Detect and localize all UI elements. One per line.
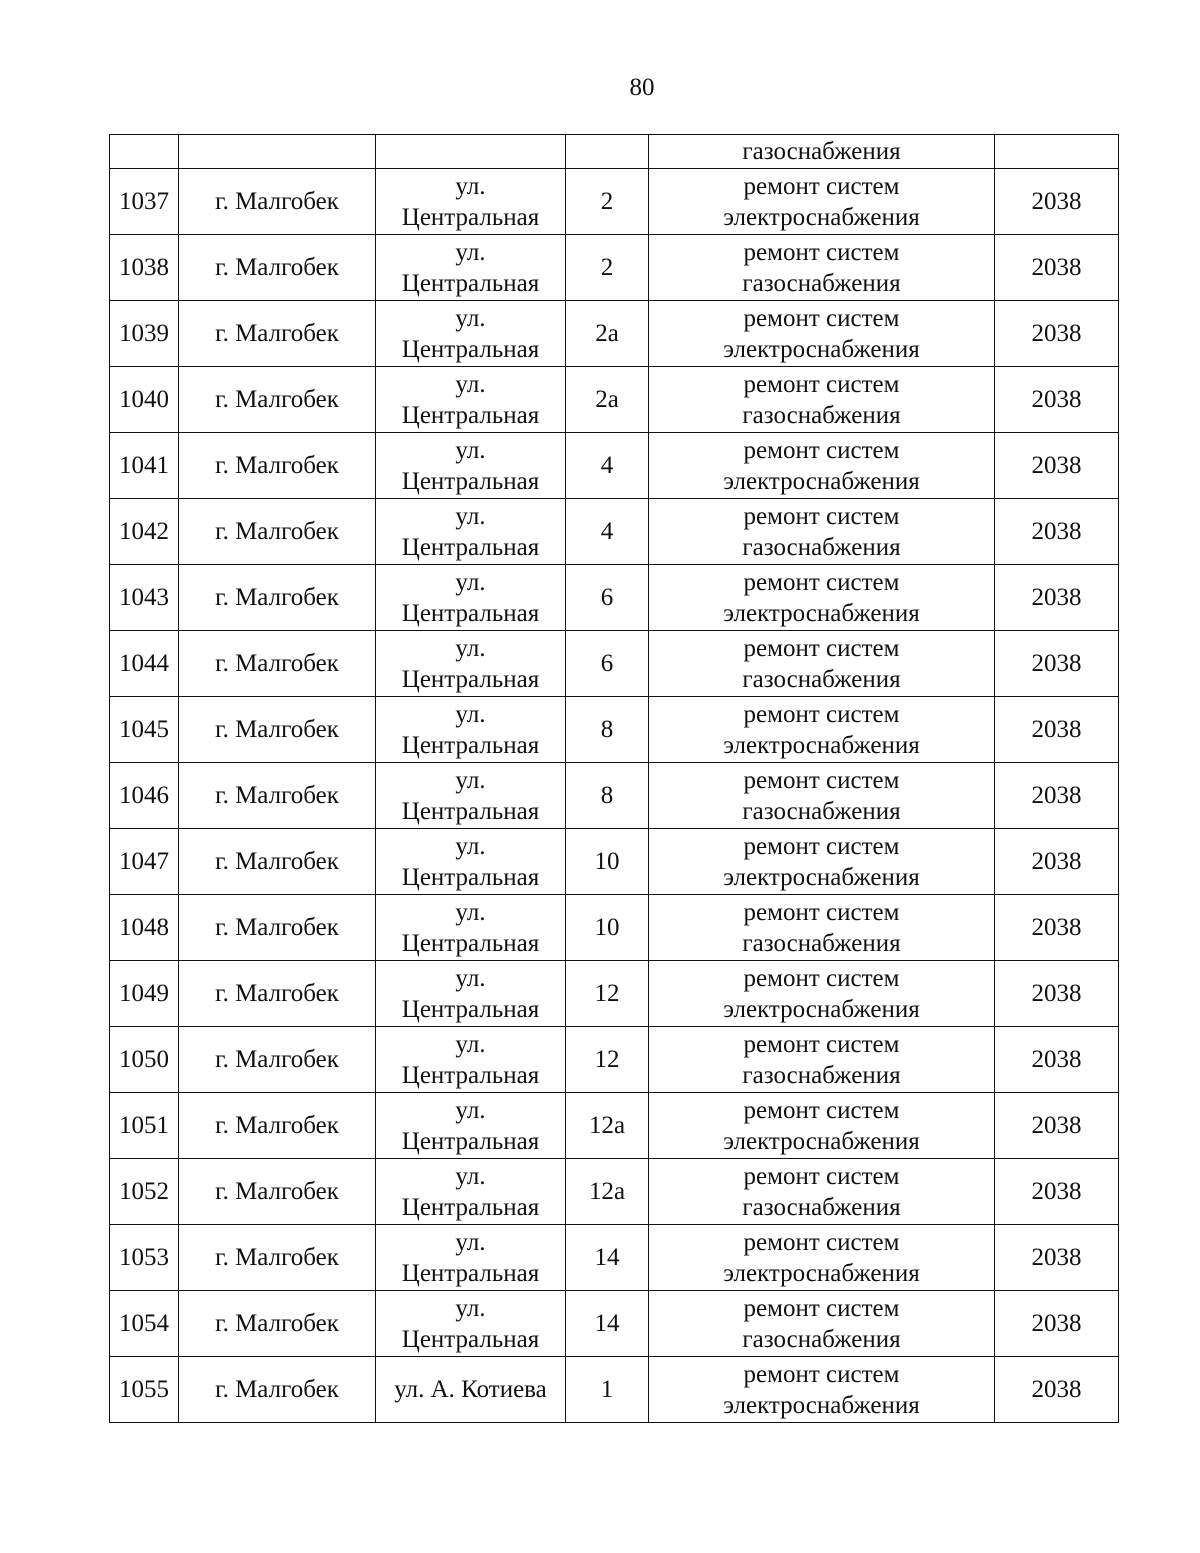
cell-street [376,499,566,565]
cell-num: 1045 [110,697,179,763]
cell-year: 2038 [995,499,1119,565]
cell-year: 2038 [995,169,1119,235]
cell-work-line: ремонт систем [743,1228,900,1256]
cell-num: 1051 [110,1093,179,1159]
cell-year [995,135,1119,169]
cell-work [649,763,995,829]
cell-work-line: ремонт систем [743,700,900,728]
cell-street-line: ул. [455,304,486,332]
cell-street [376,1357,566,1423]
cell-work [649,565,995,631]
cell-work [649,499,995,565]
cell-street-line: ул. [455,634,486,662]
cell-num [110,135,179,169]
cell-work [649,1357,995,1423]
cell-work-line: газоснабжения [742,797,901,825]
cell-street-line: Центральная [401,533,540,561]
cell-street [376,301,566,367]
cell-work [649,433,995,499]
cell-house: 12 [566,961,649,1027]
cell-street [376,829,566,895]
table-row [110,367,1119,433]
cell-work-line: электроснабжения [723,335,920,363]
cell-city: г. Малгобек [179,961,376,1027]
cell-street-line: Центральная [401,1193,540,1221]
continuation-row [110,135,1119,169]
cell-work [649,301,995,367]
cell-city: г. Малгобек [179,1093,376,1159]
cell-street [376,433,566,499]
cell-year: 2038 [995,1357,1119,1423]
cell-house: 12 [566,1027,649,1093]
cell-house: 6 [566,631,649,697]
cell-city: г. Малгобек [179,169,376,235]
cell-num: 1037 [110,169,179,235]
cell-city: г. Малгобек [179,565,376,631]
table-row [110,697,1119,763]
cell-street-line: Центральная [401,269,540,297]
cell-street-line: Центральная [401,995,540,1023]
cell-street-line: ул. [455,1096,486,1124]
cell-work-line: ремонт систем [743,1162,900,1190]
cell-year: 2038 [995,1027,1119,1093]
cell-city: г. Малгобек [179,829,376,895]
cell-work-line: газоснабжения [742,533,901,561]
cell-year: 2038 [995,961,1119,1027]
cell-work [649,1225,995,1291]
cell-work-line: газоснабжения [742,401,901,429]
cell-house: 14 [566,1225,649,1291]
cell-work-line: ремонт систем [743,304,900,332]
cell-city: г. Малгобек [179,1159,376,1225]
table-row [110,763,1119,829]
cell-street-line: Центральная [401,797,540,825]
cell-house: 14 [566,1291,649,1357]
table-row [110,235,1119,301]
cell-house: 2а [566,301,649,367]
cell-work-line: газоснабжения [742,269,901,297]
cell-year: 2038 [995,565,1119,631]
cell-street [376,631,566,697]
cell-work [649,697,995,763]
cell-work-line: электроснабжения [723,1391,920,1419]
cell-year: 2038 [995,301,1119,367]
table-row [110,169,1119,235]
cell-work-line: ремонт систем [743,634,900,662]
cell-street-line: Центральная [401,665,540,693]
cell-year: 2038 [995,1093,1119,1159]
cell-street-line: ул. [455,1030,486,1058]
cell-work-line: газоснабжения [742,138,901,165]
cell-city: г. Малгобек [179,235,376,301]
cell-street [376,895,566,961]
cell-street-line: Центральная [401,1259,540,1287]
cell-num: 1050 [110,1027,179,1093]
cell-street [376,763,566,829]
cell-house: 4 [566,499,649,565]
cell-city: г. Малгобек [179,1357,376,1423]
cell-house [566,135,649,169]
cell-street-line: Центральная [401,599,540,627]
cell-year: 2038 [995,1291,1119,1357]
table-row [110,961,1119,1027]
cell-city: г. Малгобек [179,367,376,433]
table-row [110,631,1119,697]
table-body [110,135,1119,1423]
cell-street-line: Центральная [401,863,540,891]
cell-city: г. Малгобек [179,1291,376,1357]
cell-work-line: ремонт систем [743,172,900,200]
cell-house: 12а [566,1093,649,1159]
table-row [110,1357,1119,1423]
cell-work-line: газоснабжения [742,1193,901,1221]
cell-street-line: ул. [455,502,486,530]
cell-street-line: Центральная [401,1127,540,1155]
cell-num: 1054 [110,1291,179,1357]
cell-num: 1055 [110,1357,179,1423]
cell-house: 2а [566,367,649,433]
table-row [110,895,1119,961]
cell-house: 10 [566,895,649,961]
cell-work [649,895,995,961]
cell-house: 2 [566,169,649,235]
cell-house: 10 [566,829,649,895]
cell-street-line: Центральная [401,203,540,231]
cell-street-line: ул. [455,1228,486,1256]
cell-work [649,1027,995,1093]
cell-city: г. Малгобек [179,1027,376,1093]
table-row [110,301,1119,367]
cell-city: г. Малгобек [179,433,376,499]
cell-work [649,367,995,433]
cell-year: 2038 [995,697,1119,763]
cell-street [376,1159,566,1225]
cell-num: 1046 [110,763,179,829]
cell-num: 1040 [110,367,179,433]
cell-num: 1041 [110,433,179,499]
cell-year: 2038 [995,235,1119,301]
cell-street-line: ул. [455,436,486,464]
cell-num: 1053 [110,1225,179,1291]
cell-work-line: электроснабжения [723,1259,920,1287]
cell-street-line: ул. [455,1162,486,1190]
cell-street-line: ул. [455,1294,486,1322]
cell-work [649,829,995,895]
cell-work-line: электроснабжения [723,863,920,891]
cell-work [649,631,995,697]
cell-work [649,235,995,301]
cell-city: г. Малгобек [179,499,376,565]
cell-work-line: ремонт систем [743,1096,900,1124]
cell-street-line: Центральная [401,401,540,429]
cell-work-line: ремонт систем [743,502,900,530]
cell-num: 1049 [110,961,179,1027]
cell-work-line: электроснабжения [723,731,920,759]
cell-num: 1044 [110,631,179,697]
cell-street [376,1291,566,1357]
cell-street-line: ул. [455,238,486,266]
cell-street-line: Центральная [401,731,540,759]
cell-house: 6 [566,565,649,631]
cell-street-line: ул. [455,766,486,794]
cell-work-line: электроснабжения [723,1127,920,1155]
cell-year: 2038 [995,895,1119,961]
cell-street [376,1093,566,1159]
cell-house: 2 [566,235,649,301]
cell-year: 2038 [995,763,1119,829]
cell-street-line: Центральная [401,1061,540,1089]
cell-street [376,235,566,301]
works-table [109,134,1119,1423]
cell-num: 1042 [110,499,179,565]
cell-street [376,367,566,433]
cell-year: 2038 [995,829,1119,895]
cell-street [376,169,566,235]
cell-street-line: ул. [455,700,486,728]
cell-street [376,565,566,631]
cell-city: г. Малгобек [179,1225,376,1291]
cell-num: 1039 [110,301,179,367]
cell-street [376,1225,566,1291]
cell-year: 2038 [995,631,1119,697]
cell-num: 1048 [110,895,179,961]
cell-work-line: ремонт систем [743,1360,900,1388]
cell-city [179,135,376,169]
cell-city: г. Малгобек [179,895,376,961]
cell-street-line: Центральная [401,1325,540,1353]
cell-work-line: ремонт систем [743,1294,900,1322]
cell-work-line: электроснабжения [723,203,920,231]
cell-work-line: газоснабжения [742,929,901,957]
cell-street-line: Центральная [401,335,540,363]
cell-year: 2038 [995,1159,1119,1225]
cell-street-line: Центральная [401,467,540,495]
cell-work [649,1093,995,1159]
cell-work-line: электроснабжения [723,599,920,627]
cell-work [649,169,995,235]
cell-work [649,961,995,1027]
table-row [110,499,1119,565]
cell-house: 1 [566,1357,649,1423]
table-row [110,433,1119,499]
cell-street-line: ул. [455,898,486,926]
cell-work-line: ремонт систем [743,238,900,266]
cell-work-line: ремонт систем [743,568,900,596]
cell-work-line: электроснабжения [723,995,920,1023]
cell-work [649,1291,995,1357]
cell-city: г. Малгобек [179,697,376,763]
table-row [110,1093,1119,1159]
cell-work-line: ремонт систем [743,832,900,860]
cell-street [376,697,566,763]
cell-work-line: газоснабжения [742,665,901,693]
cell-work [649,1159,995,1225]
cell-street-line: ул. [455,172,486,200]
cell-city: г. Малгобек [179,763,376,829]
cell-house: 8 [566,697,649,763]
cell-num: 1043 [110,565,179,631]
cell-work-line: электроснабжения [723,467,920,495]
table-row [110,829,1119,895]
cell-work-line: ремонт систем [743,436,900,464]
cell-work [649,135,995,169]
cell-house: 4 [566,433,649,499]
cell-street-line: ул. [455,832,486,860]
cell-work-line: ремонт систем [743,898,900,926]
cell-year: 2038 [995,433,1119,499]
cell-house: 8 [566,763,649,829]
cell-street-line: ул. [455,370,486,398]
cell-city: г. Малгобек [179,631,376,697]
cell-street [376,1027,566,1093]
cell-num: 1038 [110,235,179,301]
cell-house: 12а [566,1159,649,1225]
cell-street-line: ул. [455,964,486,992]
table-row [110,1027,1119,1093]
cell-year: 2038 [995,1225,1119,1291]
cell-street-line: ул. А. Котиева [394,1376,547,1403]
cell-city: г. Малгобек [179,301,376,367]
table-row [110,1225,1119,1291]
cell-work-line: газоснабжения [742,1325,901,1353]
table-row [110,565,1119,631]
cell-num: 1052 [110,1159,179,1225]
cell-work-line: газоснабжения [742,1061,901,1089]
page-number: 80 [629,74,655,101]
cell-street-line: ул. [455,568,486,596]
cell-street-line: Центральная [401,929,540,957]
table-row [110,1159,1119,1225]
cell-work-line: ремонт систем [743,1030,900,1058]
cell-year: 2038 [995,367,1119,433]
table-row [110,1291,1119,1357]
cell-work-line: ремонт систем [743,766,900,794]
cell-street [376,961,566,1027]
cell-work-line: ремонт систем [743,370,900,398]
cell-num: 1047 [110,829,179,895]
cell-work-line: ремонт систем [743,964,900,992]
cell-street [376,135,566,169]
